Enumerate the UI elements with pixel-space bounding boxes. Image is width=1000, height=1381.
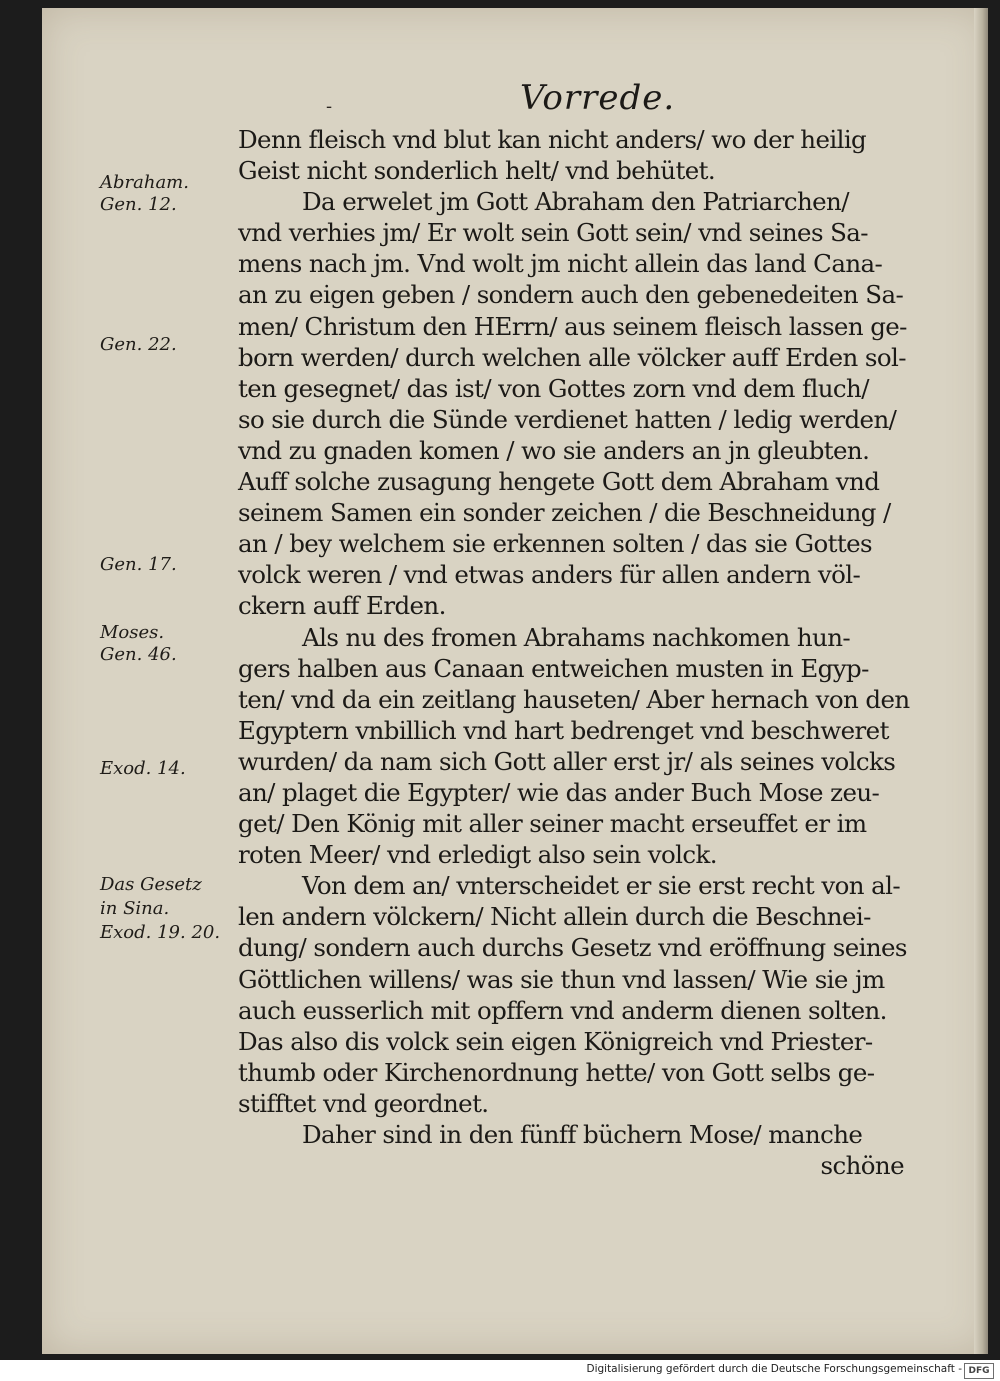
text-line: Denn fleisch vnd blut kan nicht anders/ wo der heilig — [238, 125, 867, 154]
dfg-logo: DFG — [964, 1363, 994, 1379]
text-line: stifftet vnd geordnet. — [238, 1088, 489, 1118]
text-line: vnd verhies jm/ Er wolt sein Gott sein/ vnd seines Sa- — [238, 218, 868, 248]
text-line: so sie durch die Sünde verdienet hatten / ledig werden/ — [238, 404, 897, 434]
text-line: Daher sind in den fünff büchern Mose/ manche — [302, 1120, 863, 1149]
margin-note: Moses. — [100, 622, 165, 643]
margin-note: Gen. 22. — [100, 334, 177, 355]
text-line: gers halben aus Canaan entweichen musten in Egyp- — [238, 653, 869, 683]
page-heading: Vorrede. — [520, 78, 676, 118]
margin-note: Das Gesetz — [100, 874, 202, 895]
text-line: seinem Samen ein sonder zeichen / die Beschneidung / — [238, 498, 891, 528]
text-line: Auff solche zusagung hengete Gott dem Abraham vnd — [238, 467, 880, 497]
page-edge — [974, 8, 988, 1354]
margin-note: Gen. 17. — [100, 554, 177, 575]
text-line: wurden/ da nam sich Gott aller erst jr/ als seines volcks — [238, 746, 896, 776]
margin-note: Gen. 46. — [100, 644, 177, 665]
body-text — [238, 124, 910, 1181]
text-line: thumb oder Kirchenordnung hette/ von Gott selbs ge- — [238, 1057, 875, 1087]
text-line: Göttlichen willens/ was sie thun vnd lassen/ Wie sie jm — [238, 964, 885, 994]
text-line: born werden/ durch welchen alle völcker auff Erden sol- — [238, 342, 906, 372]
text-line: get/ Den König mit aller seiner macht erseuffet er im — [238, 809, 867, 839]
text-line: an zu eigen geben / sondern auch den gebenedeiten Sa- — [238, 280, 904, 310]
margin-note: Abraham. — [100, 172, 189, 193]
footer-credit: Digitalisierung gefördert durch die Deutsche Forschungsgemeinschaft - — [586, 1363, 962, 1375]
text-line: auch eusserlich mit opffern vnd anderm dienen solten. — [238, 995, 887, 1025]
text-line: volck weren / vnd etwas anders für allen andern völ- — [238, 560, 861, 590]
margin-note: Gen. 12. — [100, 194, 177, 215]
text-line: ckern auff Erden. — [238, 591, 446, 621]
text-line: an / bey welchem sie erkennen solten / das sie Gottes — [238, 529, 872, 559]
text-line: len andern völckern/ Nicht allein durch die Beschnei- — [238, 902, 871, 932]
text-line: roten Meer/ vnd erledigt also sein volck. — [238, 840, 717, 870]
text-line: Das also dis volck sein eigen Königreich vnd Priester- — [238, 1026, 873, 1056]
text-line: ten gesegnet/ das ist/ von Gottes zorn vnd dem fluch/ — [238, 373, 869, 403]
text-line: Geist nicht sonderlich helt/ vnd behütet. — [238, 156, 716, 186]
text-line: vnd zu gnaden komen / wo sie anders an jn gleubten. — [238, 435, 870, 465]
text-line: an/ plaget die Egypter/ wie das ander Buch Mose zeu- — [238, 777, 880, 807]
catchword: schöne — [820, 1151, 904, 1181]
text-line: dung/ sondern auch durchs Gesetz vnd eröffnung seines — [238, 933, 907, 963]
text-line: Als nu des fromen Abrahams nachkomen hun- — [302, 622, 851, 652]
footer-bar — [0, 1360, 1000, 1381]
text-line: ten/ vnd da ein zeitlang hauseten/ Aber hernach von den — [238, 684, 910, 714]
text-line: Da erwelet jm Gott Abraham den Patriarchen/ — [302, 187, 849, 217]
margin-note: Exod. 19. 20. — [100, 922, 221, 943]
margin-note: Exod. 14. — [100, 758, 186, 779]
text-line: Von dem an/ vnterscheidet er sie erst recht von al- — [302, 871, 901, 901]
text-line: Egyptern vnbillich vnd hart bedrenget vnd beschweret — [238, 715, 889, 745]
heading-mark: - — [326, 96, 333, 117]
text-line: mens nach jm. Vnd wolt jm nicht allein das land Cana- — [238, 249, 883, 279]
text-line: men/ Christum den HErrn/ aus seinem fleisch lassen ge- — [238, 311, 907, 341]
margin-note: in Sina. — [100, 898, 170, 919]
